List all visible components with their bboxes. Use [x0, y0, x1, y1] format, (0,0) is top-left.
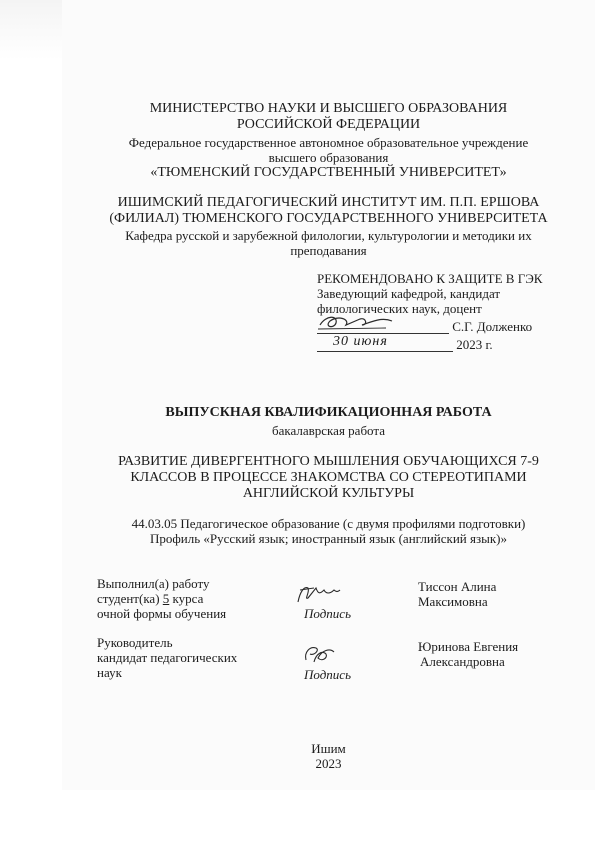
university-name: «ТЮМЕНСКИЙ ГОСУДАРСТВЕННЫЙ УНИВЕРСИТЕТ» — [150, 165, 507, 180]
student-name — [418, 579, 578, 609]
head-signature — [316, 311, 396, 333]
supervisor-name-line-2: Александровна — [420, 654, 505, 669]
approval-name: С.Г. Долженко — [452, 319, 533, 334]
approval-position-line-1: Заведующий кафедрой, кандидат — [317, 286, 501, 301]
work-title-line-1: РАЗВИТИЕ ДИВЕРГЕНТНОГО МЫШЛЕНИЯ ОБУЧАЮЩИХСЯ 7-9 — [118, 454, 539, 469]
student-name-line-1: Тиссон Алина — [418, 579, 497, 594]
department-line-1: Кафедра русской и зарубежной филологии, культурологии и методики их — [125, 228, 532, 243]
student-label-line-1: Выполнил(а) работу — [97, 576, 210, 591]
student-name-line-2: Максимовна — [418, 594, 488, 609]
program-block — [62, 516, 595, 546]
approval-title: РЕКОМЕНДОВАНО К ЗАЩИТЕ В ГЭК — [317, 271, 543, 286]
student-label-suffix: курса — [169, 591, 204, 606]
approval-block — [317, 271, 587, 316]
supervisor-label — [97, 635, 277, 680]
approval-date-field — [317, 334, 453, 352]
supervisor-name-line-1: Юринова Евгения — [418, 639, 519, 654]
approval-year: 2023 г. — [456, 337, 493, 352]
institution-block — [62, 135, 595, 165]
supervisor-name — [418, 639, 588, 669]
student-signature — [294, 582, 344, 608]
approval-date-line — [317, 334, 587, 352]
department-line-2: преподавания — [290, 243, 367, 258]
ministry-header — [62, 101, 595, 133]
supervisor-label-line-3: наук — [97, 665, 122, 680]
student-course: 5 — [162, 591, 170, 606]
ministry-line-2: РОССИЙСКОЙ ФЕДЕРАЦИИ — [236, 117, 421, 132]
supervisor-label-line-1: Руководитель — [97, 635, 173, 650]
institute-line-2: (ФИЛИАЛ) ТЮМЕНСКОГО ГОСУДАРСТВЕННОГО УНИВЕРСИТЕТА — [109, 211, 548, 226]
footer-block — [62, 741, 595, 771]
work-title — [62, 454, 595, 502]
program-line-1: 44.03.05 Педагогическое образование (с двумя профилями подготовки) — [131, 516, 526, 531]
footer-city: Ишим — [311, 741, 346, 756]
supervisor-signature — [300, 642, 340, 668]
institute-block — [62, 195, 595, 227]
supervisor-label-line-2: кандидат педагогических — [97, 650, 238, 665]
supervisor-signature-caption: Подпись — [304, 667, 351, 682]
student-signature-caption: Подпись — [304, 606, 351, 621]
work-subtype: бакалаврская работа — [272, 423, 385, 438]
student-label — [97, 576, 277, 621]
institution-line-2: высшего образования — [268, 150, 389, 165]
department-block — [62, 228, 595, 258]
student-label-prefix: студент(ка) — [97, 591, 163, 606]
institute-line-1: ИШИМСКИЙ ПЕДАГОГИЧЕСКИЙ ИНСТИТУТ ИМ. П.П. ЕРШОВА — [117, 195, 540, 210]
work-title-line-3: АНГЛИЙСКОЙ КУЛЬТУРЫ — [242, 486, 415, 501]
student-label-line-3: очной формы обучения — [97, 606, 227, 621]
program-line-2: Профиль «Русский язык; иностранный язык (английский язык)» — [150, 531, 507, 546]
work-title-line-2: КЛАССОВ В ПРОЦЕССЕ ЗНАКОМСТВА СО СТЕРЕОТИПАМИ — [130, 470, 527, 485]
student-label-line-2 — [97, 591, 277, 606]
institution-line-1: Федеральное государственное автономное образовательное учреждение — [128, 135, 529, 150]
approval-date-handwritten: 30 июня — [333, 334, 388, 349]
approval-position-line-2: филологических наук, доцент — [317, 301, 482, 316]
page-bottom-margin — [0, 790, 595, 841]
ministry-line-1: МИНИСТЕРСТВО НАУКИ И ВЫСШЕГО ОБРАЗОВАНИЯ — [149, 101, 508, 116]
work-type: ВЫПУСКНАЯ КВАЛИФИКАЦИОННАЯ РАБОТА — [165, 405, 492, 420]
footer-year: 2023 — [315, 756, 342, 771]
